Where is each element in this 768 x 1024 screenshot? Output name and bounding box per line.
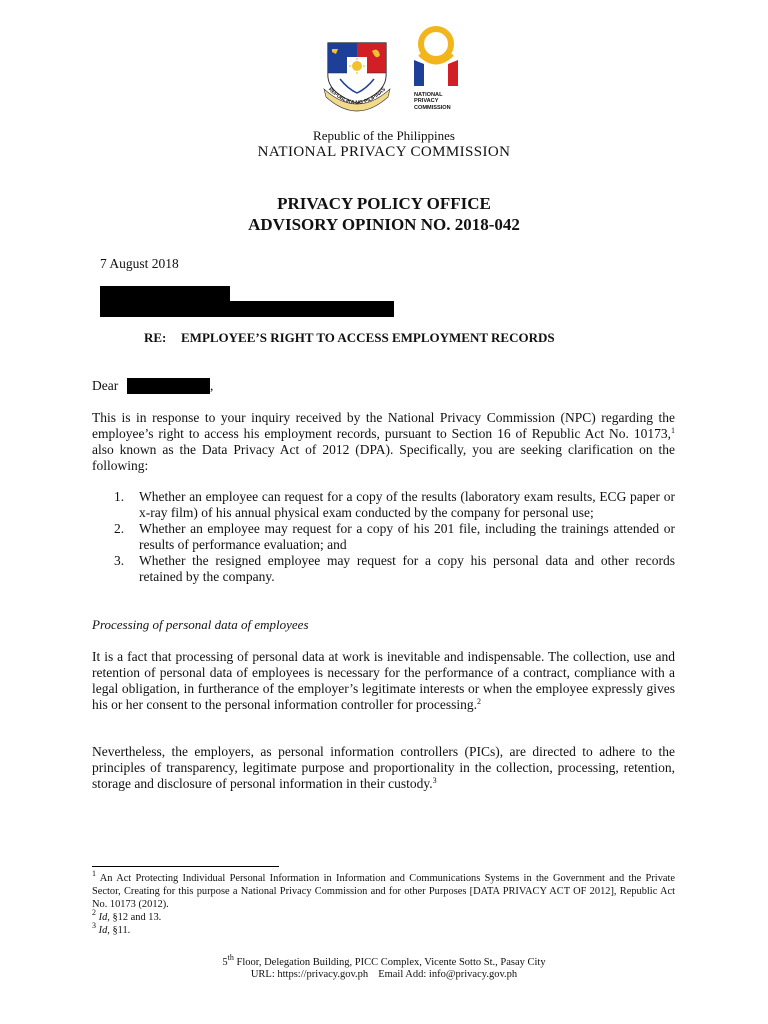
footnote-ref-1[interactable]: 1	[671, 426, 675, 435]
letterhead-commission: NATIONAL PRIVACY COMMISSION	[257, 144, 511, 160]
salutation: Dear	[92, 378, 119, 393]
footer-contact	[0, 969, 768, 980]
list-item: 2. Whether an employee may request for a copy of his 201 file, including the trainings attended or results of performance evaluation; and	[114, 521, 675, 552]
salutation-comma: ,	[210, 378, 214, 393]
redacted-recipient-name	[100, 286, 230, 302]
republic-seal-icon	[318, 29, 396, 115]
footer-address: 5th Floor, Delegation Building, PICC Complex, Vicente Sotto St., Pasay City	[222, 953, 546, 968]
section-heading: Processing of personal data of employees	[92, 617, 309, 632]
footnote-1: $^1$ An Act Protecting Individual Personal Information in Information and Communications Systems in the Government and the Private Sector, Creating for this purpose a National Privacy Commission and for other Purposes [DATA PRIVACY ACT OF 2012], Republic Act No. 10173 (2012).	[92, 869, 675, 910]
footnotes	[92, 869, 675, 937]
redacted-salutation-name	[127, 378, 210, 394]
questions-list	[92, 489, 675, 585]
intro-paragraph: This is in response to your inquiry received by the National Privacy Commission (NPC) regarding the employee’s right to access his employment records, pursuant to Section 16 of Republic Act No. 10173,$^1$ also known as the Data Privacy Act of 2012 (DPA). Specifically, you are seeking clarification on the following:	[92, 410, 675, 473]
npc-logo-icon	[408, 24, 464, 90]
footnote-3: $^3$ Id, §11.	[92, 921, 131, 936]
footnote-ref-3[interactable]: 3	[432, 776, 437, 785]
header-logos	[318, 24, 468, 120]
footnote-ref-2[interactable]: 2	[477, 697, 482, 706]
redacted-recipient-address	[100, 301, 394, 317]
advisory-opinion-number: ADVISORY OPINION NO. 2018-042	[248, 215, 520, 234]
footnote-2: $^2$ Id, §12 and 13.	[92, 908, 162, 923]
office-title: PRIVACY POLICY OFFICE	[277, 194, 491, 213]
list-item: 1. Whether an employee can request for a copy of the results (laboratory exam results, ECG paper or x-ray film) of his annual physical exam conducted by the company for personal use;	[114, 489, 675, 520]
footer-email-link[interactable]: Email Add: info@privacy.gov.ph	[378, 969, 518, 980]
letter-date: 7 August 2018	[100, 256, 179, 271]
re-label: RE:	[144, 330, 167, 345]
npc-logo-text: NATIONAL PRIVACY COMMISSION	[414, 92, 451, 111]
footer-url-link[interactable]: URL: https://privacy.gov.ph	[250, 969, 369, 980]
letterhead-republic: Republic of the Philippines	[313, 128, 455, 143]
svg-text:REPUBLIKA NG PILIPINAS: REPUBLIKA NG PILIPINAS	[326, 86, 388, 107]
principles-paragraph: Nevertheless, the employers, as personal information controllers (PICs), are directed to adhere to the principles of transparency, legitimate purpose and proportionality in the collection, processing, retention, storage and disclosure of personal information in their custody.$^3$	[92, 744, 675, 791]
list-item: 3. Whether the resigned employee may request for a copy his personal data and other records retained by the company.	[114, 553, 675, 584]
processing-paragraph: It is a fact that processing of personal data at work is inevitable and indispensable. The collection, use and retention of personal data of employees is necessary for the performance of a contract, compliance with a legal obligation, in furtherance of the employer’s legitimate interests or when the employee expressly gives his or her consent to the personal information controller for processing.$^2$	[92, 649, 675, 712]
footnote-divider	[92, 866, 279, 867]
re-subject: EMPLOYEE’S RIGHT TO ACCESS EMPLOYMENT RECORDS	[181, 330, 555, 345]
